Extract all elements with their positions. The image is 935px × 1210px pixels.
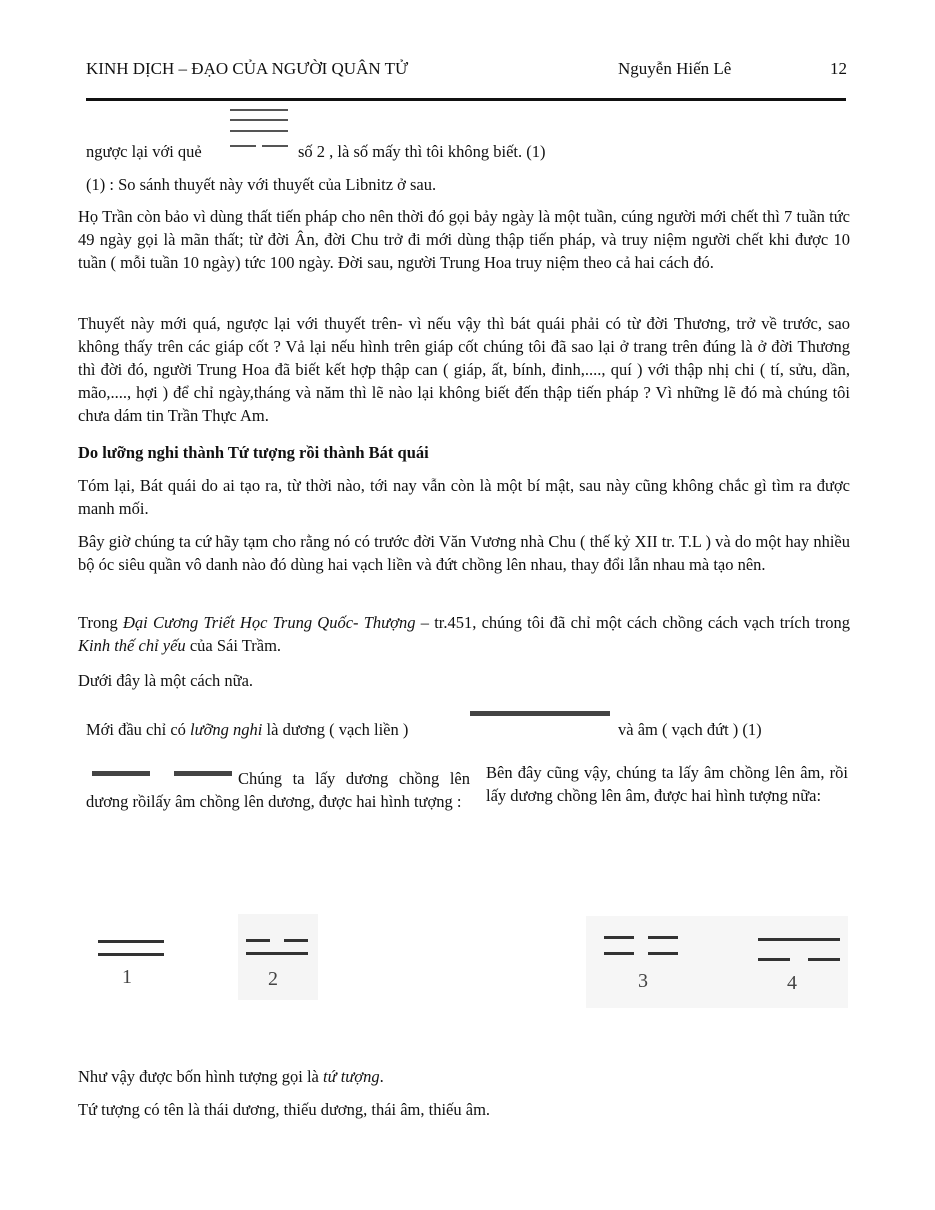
footnote: (1) : So sánh thuyết này với thuyết của Libnitz ở sau. <box>86 175 437 194</box>
paragraph: Họ Trần còn bảo vì dùng thất tiến pháp cho nên thời đó gọi bảy ngày là một tuần, cúng người mới chết thì 7 tuần tức 49 ngày gọi là mãn thất; từ đời Ân, đời Chu trở đi mới dùng thập tiến pháp, và truy niệm người chết khi được 10 tuần ( mỗi tuần 10 ngày) tức 100 ngày. Đời sau, người Trung Hoa truy niệm theo cả hai cách đó. <box>78 207 850 272</box>
text-span: . <box>379 1067 384 1086</box>
yang-line-image <box>458 697 614 737</box>
running-header-author: Nguyễn Hiến Lê <box>618 59 732 78</box>
page-number: 12 <box>830 59 847 78</box>
figure-label: 1 <box>122 966 132 988</box>
figure-label: 2 <box>268 968 278 990</box>
term: tứ tượng <box>323 1067 380 1086</box>
figure-label: 4 <box>787 972 797 994</box>
paragraph-text: – tr.451, chúng tôi đã chỉ một cách chồng cách vạch trích trong <box>415 613 851 632</box>
paragraph-text: Trong <box>78 613 123 632</box>
text-span: là dương ( vạch liền ) <box>262 720 409 739</box>
paragraph: Tứ tượng có tên là thái dương, thiếu dương, thái âm, thiếu âm. <box>78 1100 491 1119</box>
paragraph-text: của Sái Trầm. <box>185 636 282 655</box>
text-line <box>86 718 408 741</box>
hexagram-image <box>226 103 292 155</box>
text-line: ngược lại với quẻ <box>86 142 202 161</box>
figure-images-3-4 <box>586 914 848 1010</box>
figure-label: 3 <box>638 970 648 992</box>
paragraph <box>78 1065 384 1088</box>
text-line: và âm ( vạch đứt ) (1) <box>618 720 762 739</box>
header-rule <box>86 98 846 101</box>
right-column-text: Bên đây cũng vậy, chúng ta lấy âm chồng lên âm, rồi lấy dương chồng lên âm, được hai hình tượng nữa: <box>486 763 848 805</box>
figure-images-1-2 <box>88 912 320 1004</box>
paragraph: Tóm lại, Bát quái do ai tạo ra, từ thời nào, tới nay vẫn còn là một bí mật, sau này cũng không chắc gì tìm ra được manh mối. <box>78 476 850 518</box>
left-column-text: Chúng ta lấy dương chồng lên dương rồilấy âm chồng lên dương, được hai hình tượng : <box>86 769 470 811</box>
text-span: Mới đầu chỉ có <box>86 720 191 739</box>
paragraph: Thuyết này mới quá, ngược lại với thuyết trên- vì nếu vậy thì bát quái phải có từ đời Thương, trở về trước, sao không thấy trên các giáp cốt ? Vả lại nếu hình trên giáp cốt chúng tôi đã sao lại ở trang trên đúng là ở đời Thương thì đời đó, người Trung Hoa đã biết kết hợp thập can ( giáp, ất, bính, đinh,...., quí ) với thập nhị chi ( tí, sửu, dần, mão,...., hợi ) để chỉ ngày,tháng và năm thì lẽ nào lại không biết đến thập tiến pháp ? Vì những lẽ đó mà chúng tôi chưa dám tin Trần Thực Am. <box>78 314 850 425</box>
text-span: Như vậy được bốn hình tượng gọi là <box>78 1067 324 1086</box>
section-heading: Do lưỡng nghi thành Tứ tượng rồi thành Bát quái <box>78 443 429 462</box>
paragraph: Dưới đây là một cách nữa. <box>78 671 254 690</box>
running-header-title: KINH DỊCH – ĐẠO CỦA NGƯỜI QUÂN TỬ <box>86 59 409 78</box>
book-title: Kinh thế chỉ yếu <box>78 636 186 655</box>
term: lưỡng nghi <box>190 720 263 739</box>
book-title: Đại Cương Triết Học Trung Quốc- Thượng <box>122 613 416 632</box>
text-line: số 2 , là số mấy thì tôi không biết. (1) <box>298 142 546 161</box>
paragraph <box>78 611 850 657</box>
paragraph: Bây giờ chúng ta cứ hãy tạm cho rằng nó có trước đời Văn Vương nhà Chu ( thế kỷ XII tr. T.L ) và do một hay nhiều bộ óc siêu quần vô danh nào đó dùng hai vạch liền và đứt chồng lên nhau, thay đổi lẫn nhau mà tạo nên. <box>78 532 850 574</box>
